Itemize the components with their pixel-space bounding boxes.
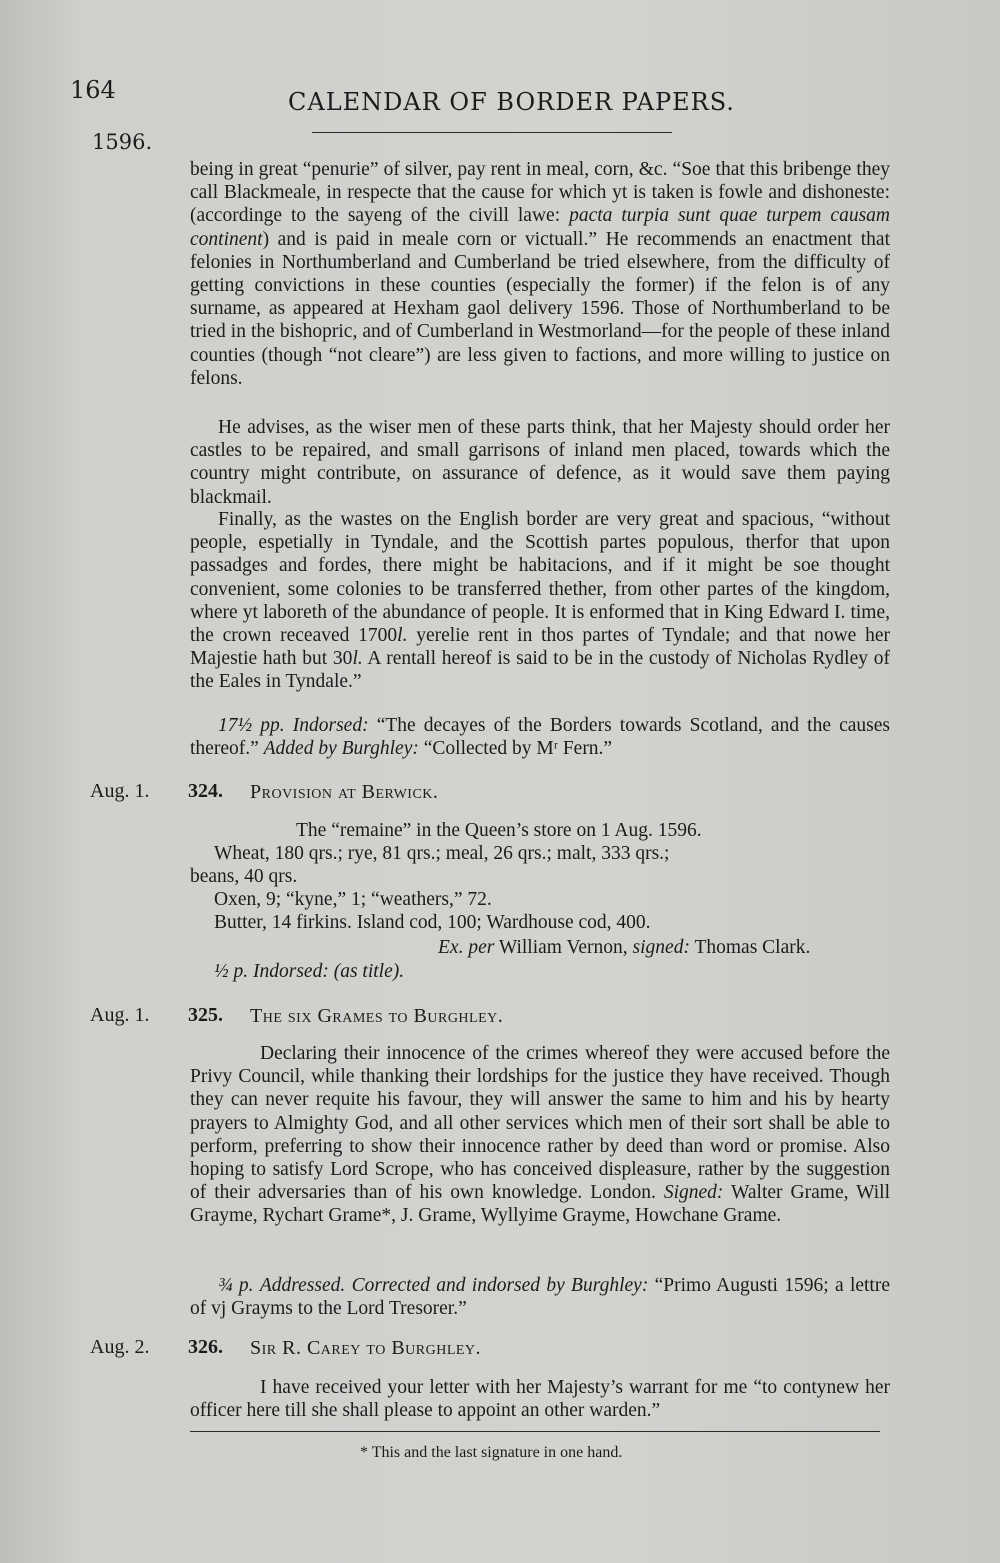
paragraph-3-end: A rentall hereof is said to be in the custody of Nicholas Rydley of the Eales in Tyndale.” (190, 648, 890, 693)
pound-sign: l. (397, 625, 408, 647)
ex-per-label: Ex. per (438, 937, 495, 958)
paragraph-2: He advises, as the wiser men of these parts think, that her Majesty should order her castles to be repaired, and small garrisons of inland men placed, towards which the country might contribute, on assurance of defence, as it would save them paying blackmail. (190, 417, 890, 508)
entry-325-indorsement (190, 1274, 890, 1320)
entry-326-text: I have received your letter with her Majesty’s warrant for me “to contynew her officer here till she shall please to appoint an other warden.” (190, 1377, 890, 1422)
pound-sign: l. (352, 648, 363, 670)
entry-324-line: Butter, 14 firkins. Island cod, 100; Wardhouse cod, 400. (214, 912, 651, 933)
entry-324-date: Aug. 1. (90, 780, 150, 802)
latin-phrase: pacta turpia sunt quae turpem causam continent (190, 205, 891, 250)
paragraph-4 (190, 714, 890, 760)
signed-label: Signed: (663, 1182, 724, 1204)
entry-324-name: William Vernon, (494, 937, 633, 958)
entry-324-name: Thomas Clark. (689, 937, 811, 958)
footnote: * This and the last signature in one hand. (360, 1444, 623, 1461)
entry-326-number: 326. (188, 1336, 223, 1358)
entry-324-heading: Provision at Berwick. (250, 781, 439, 803)
entry-324-line: Oxen, 9; “kyne,” 1; “weathers,” 72. (214, 889, 492, 910)
entry-324-line: beans, 40 qrs. (190, 866, 298, 887)
paragraph-3-text: Finally, as the wastes on the English border are very great and spacious, “without people, espetially in Tyndale, and the Scottish partes populous, therfor that upon passadges and fordes, there might be habitacions, and if it might be soe thought convenient, some colonies to be transferred thether, from other partes of the kingdom, where yt laboreth of the abundance of people. It is enformed that in King Edward I. time, the crown receaved 1700 (190, 509, 890, 647)
entry-324-number: 324. (188, 780, 223, 802)
indorsed-label: Indorsed: (292, 715, 369, 736)
page-count: 17½ pp. (218, 715, 285, 736)
entry-324-indorsement (214, 961, 404, 983)
indorsed-quote: “Primo Augusti 1596; a lettre of vj Grayms to the Lord Tresorer.” (190, 1275, 891, 1320)
page-number: 164 (70, 76, 116, 104)
running-title: CALENDAR OF BORDER PAPERS. (288, 88, 735, 116)
paragraph-3 (190, 508, 890, 694)
margin-year: 1596. (92, 130, 153, 154)
footnote-rule (190, 1431, 880, 1432)
indorsed-label: Indorsed: (as title). (253, 961, 405, 982)
entry-324-signature (438, 937, 810, 959)
added-label: Added by Burghley: (263, 738, 419, 760)
title-rule (312, 132, 672, 133)
entry-325-number: 325. (188, 1004, 223, 1026)
entry-325-heading: The six Grames to Burghley. (250, 1005, 504, 1027)
entry-326-date: Aug. 2. (90, 1336, 150, 1358)
entry-324-line: The “remaine” in the Queen’s store on 1 Aug. 1596. (296, 820, 702, 841)
paragraph-1 (190, 158, 890, 390)
entry-325-text (190, 1042, 890, 1228)
paragraph-3-mid: yerelie rent in thos partes of Tyndale; and that nowe her Majestie hath but 30 (190, 625, 891, 670)
indorsed-quote: “The decayes of the Borders towards Scotland, and the causes thereof.” (190, 715, 890, 760)
entry-325-body: Declaring their innocence of the crimes whereof they were accused before the Privy Council, while thanking their lordships for the justice they have received. Though they can never requite his favour, they will answer the same to him and his by hearty prayers to Almighty God, and all other services which men of their sort shall be able to perform, preferring to show their innocence rather by deed than word or promise. Also hoping to satisfy Lord Scrope, who has conceived displeasure, rather by the suggestion of their adversaries than of his own knowledge. London. (190, 1043, 890, 1204)
page-count: ½ p. (214, 961, 249, 982)
entry-325-date: Aug. 1. (90, 1004, 150, 1026)
paragraph-1-text: being in great “penurie” of silver, pay rent in meal, corn, &c. “Soe that this bribenge they call Blackmeale, in respecte that the cause for which yt is taken is fowle and dishoneste: (accordinge to the sayeng of the civill lawe: (190, 159, 890, 227)
entry-325-signatories: Walter Grame, Will Grayme, Rychart Grame*, J. Grame, Wyllyime Grayme, Howchane Grame. (190, 1182, 890, 1227)
signed-label: signed: (632, 937, 690, 958)
entry-324-line: Wheat, 180 qrs.; rye, 81 qrs.; meal, 26 qrs.; malt, 333 qrs.; (214, 843, 670, 864)
page-count: ¾ p. (218, 1275, 254, 1296)
added-quote: “Collected by Mʳ Fern.” (418, 738, 613, 760)
paragraph-1-rest: ) and is paid in meale corn or victuall.” He recommends an enactment that felonies in Northumberland and Cumberland be tried elsewhere, from the difficulty of getting convictions in these counties (especially the former) if the felon is of any surname, as appeared at Hexham gaol delivery 1596. Those of Northumberland to be tried in the bishopric, and of Cumberland in Westmorland—for the people of these inland counties (though “not cleare”) are less given to factions, and more willing to justice on felons. (190, 228, 890, 389)
entry-326-heading: Sir R. Carey to Burghley. (250, 1337, 482, 1359)
addressed-label: Addressed. Corrected and indorsed by Burghley: (259, 1275, 649, 1296)
